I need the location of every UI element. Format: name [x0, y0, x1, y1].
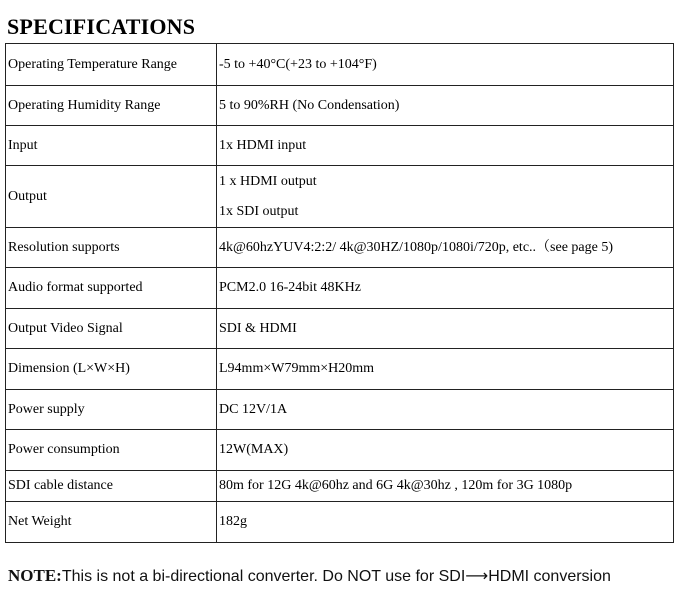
- spec-label: Operating Humidity Range: [6, 86, 217, 126]
- specifications-table: [5, 43, 674, 543]
- table-row: [6, 390, 674, 430]
- note-prefix: NOTE:: [8, 566, 62, 585]
- table-row: [6, 166, 674, 228]
- table-row: [6, 268, 674, 309]
- spec-value: PCM2.0 16-24bit 48KHz: [217, 268, 674, 309]
- spec-value: SDI & HDMI: [217, 309, 674, 349]
- spec-label: Audio format supported: [6, 268, 217, 309]
- spec-value: 12W(MAX): [217, 430, 674, 471]
- spec-label: Power consumption: [6, 430, 217, 471]
- note-body: This is not a bi-directional converter. Do NOT use for SDI⟶HDMI conversion: [61, 568, 611, 585]
- spec-label: Net Weight: [6, 502, 217, 543]
- spec-label: Resolution supports: [6, 228, 217, 268]
- table-row: [6, 309, 674, 349]
- table-row: [6, 471, 674, 502]
- spec-value: [217, 166, 674, 228]
- table-row: [6, 502, 674, 543]
- spec-value: -5 to +40°C(+23 to +104°F): [217, 44, 674, 86]
- spec-label: Output: [6, 166, 217, 228]
- spec-value-line: 1 x HDMI output: [219, 173, 317, 189]
- spec-label: Output Video Signal: [6, 309, 217, 349]
- spec-value: L94mm×W79mm×H20mm: [217, 349, 674, 390]
- table-row: [6, 44, 674, 86]
- page-title: SPECIFICATIONS: [7, 14, 196, 39]
- spec-value: 5 to 90%RH (No Condensation): [217, 86, 674, 126]
- table-row: [6, 86, 674, 126]
- table-row: [6, 228, 674, 268]
- spec-label: Input: [6, 126, 217, 166]
- spec-value: DC 12V/1A: [217, 390, 674, 430]
- spec-label: SDI cable distance: [6, 471, 217, 502]
- spec-value: 182g: [217, 502, 674, 543]
- spec-label: Dimension (L×W×H): [6, 349, 217, 390]
- note-text: [8, 566, 611, 586]
- spec-value: 1x HDMI input: [217, 126, 674, 166]
- table-row: [6, 126, 674, 166]
- spec-label: Operating Temperature Range: [6, 44, 217, 86]
- spec-value-line: 1x SDI output: [219, 203, 299, 219]
- table-row: [6, 430, 674, 471]
- table-row: [6, 349, 674, 390]
- spec-value: 80m for 12G 4k@60hz and 6G 4k@30hz , 120m for 3G 1080p: [217, 471, 674, 502]
- spec-label: Power supply: [6, 390, 217, 430]
- spec-value: 4k@60hzYUV4:2:2/ 4k@30HZ/1080p/1080i/720p, etc..（see page 5): [217, 228, 674, 268]
